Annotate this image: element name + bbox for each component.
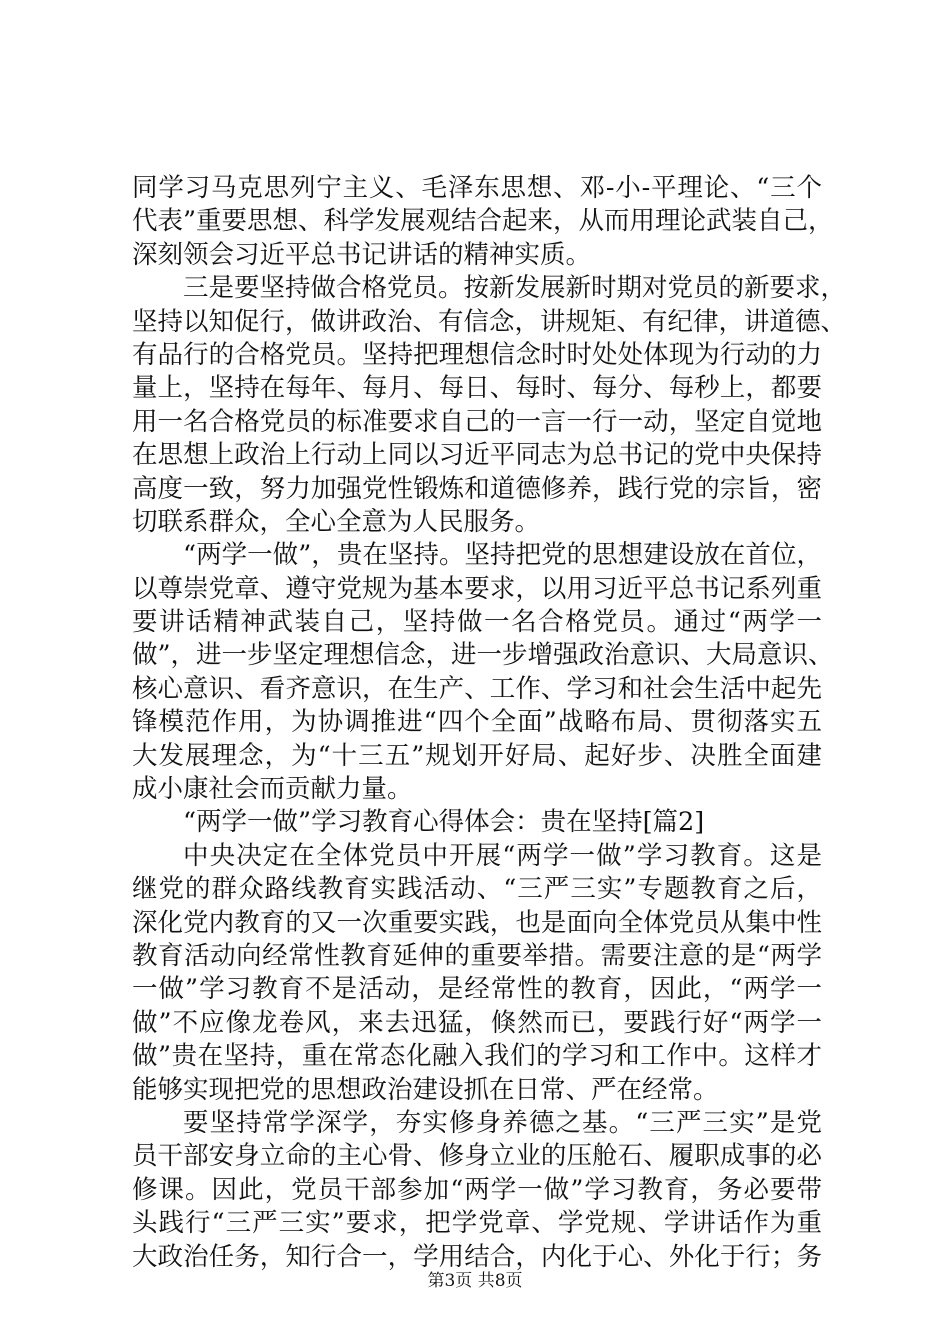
text-line: “两学一做”，贵在坚持。坚持把党的思想建设放在首位， — [183, 540, 822, 571]
page-footer — [0, 1266, 950, 1291]
text-line: 在思想上政治上行动上同以习近平同志为总书记的党中央保持 — [132, 440, 822, 471]
text-line: 成小康社会而贡献力量。 — [132, 774, 413, 805]
text-line: 做”贵在坚持，重在常态化融入我们的学习和工作中。这样才 — [132, 1041, 822, 1072]
text-line: 教育活动向经常性教育延伸的重要举措。需要注意的是“两学 — [132, 940, 822, 971]
text-line: 用一名合格党员的标准要求自己的一言一行一动，坚定自觉地 — [132, 406, 822, 437]
page-indicator: 第3页 共8页 — [427, 1271, 523, 1291]
text-line: 继党的群众路线教育实践活动、“三严三实”专题教育之后， — [132, 874, 822, 905]
text-line: 要讲话精神武装自己，坚持做一名合格党员。通过“两学一 — [132, 607, 822, 638]
text-line: 修课。因此，党员干部参加“两学一做”学习教育，务必要带 — [132, 1174, 822, 1205]
text-line: 高度一致，努力加强党性锻炼和道德修养，践行党的宗旨，密 — [132, 473, 822, 504]
text-line: 头践行“三严三实”要求，把学党章、学党规、学讲话作为重 — [132, 1208, 822, 1239]
text-line: 员干部安身立命的主心骨、修身立业的压舱石、履职成事的必 — [132, 1141, 822, 1172]
text-line: 有品行的合格党员。坚持把理想信念时时处处体现为行动的力 — [132, 339, 822, 370]
text-line: 锋模范作用，为协调推进“四个全面”战略布局、贯彻落实五 — [132, 707, 822, 738]
text-line: 大发展理念，为“十三五”规划开好局、起好步、决胜全面建 — [132, 740, 822, 771]
text-line: 深刻领会习近平总书记讲话的精神实质。 — [132, 239, 592, 270]
text-line: 做”不应像龙卷风，来去迅猛，倏然而已，要践行好“两学一 — [132, 1007, 822, 1038]
text-line: 同学习马克思列宁主义、毛泽东思想、邓-小-平理论、“三个 — [132, 173, 822, 203]
document-body — [132, 172, 847, 1274]
text-line: “两学一做”学习教育心得体会：贵在坚持[篇2] — [183, 807, 705, 838]
text-line: 坚持以知促行，做讲政治、有信念，讲规矩、有纪律，讲道德、 — [132, 306, 847, 337]
text-line: 三是要坚持做合格党员。按新发展新时期对党员的新要求， — [183, 273, 847, 304]
text-line: 代表”重要思想、科学发展观结合起来，从而用理论武装自己， — [132, 206, 834, 237]
text-line: 量上，坚持在每年、每月、每日、每时、每分、每秒上，都要 — [132, 373, 822, 404]
text-line: 大政治任务，知行合一，学用结合，内化于心、外化于行；务 — [132, 1241, 822, 1272]
text-line: 深化党内教育的又一次重要实践，也是面向全体党员从集中性 — [132, 907, 822, 938]
text-line: 核心意识、看齐意识，在生产、工作、学习和社会生活中起先 — [132, 673, 822, 704]
text-line: 要坚持常学深学，夯实修身养德之基。“三严三实”是党 — [183, 1107, 822, 1138]
text-line: 中央决定在全体党员中开展“两学一做”学习教育。这是 — [183, 840, 822, 871]
text-line: 做”，进一步坚定理想信念，进一步增强政治意识、大局意识、 — [132, 640, 834, 671]
text-line: 切联系群众，全心全意为人民服务。 — [132, 506, 541, 537]
text-line: 一做”学习教育不是活动，是经常性的教育，因此，“两学一 — [132, 974, 822, 1005]
text-line: 能够实现把党的思想政治建设抓在日常、严在经常。 — [132, 1074, 719, 1105]
text-line: 以尊崇党章、遵守党规为基本要求，以用习近平总书记系列重 — [132, 573, 822, 604]
